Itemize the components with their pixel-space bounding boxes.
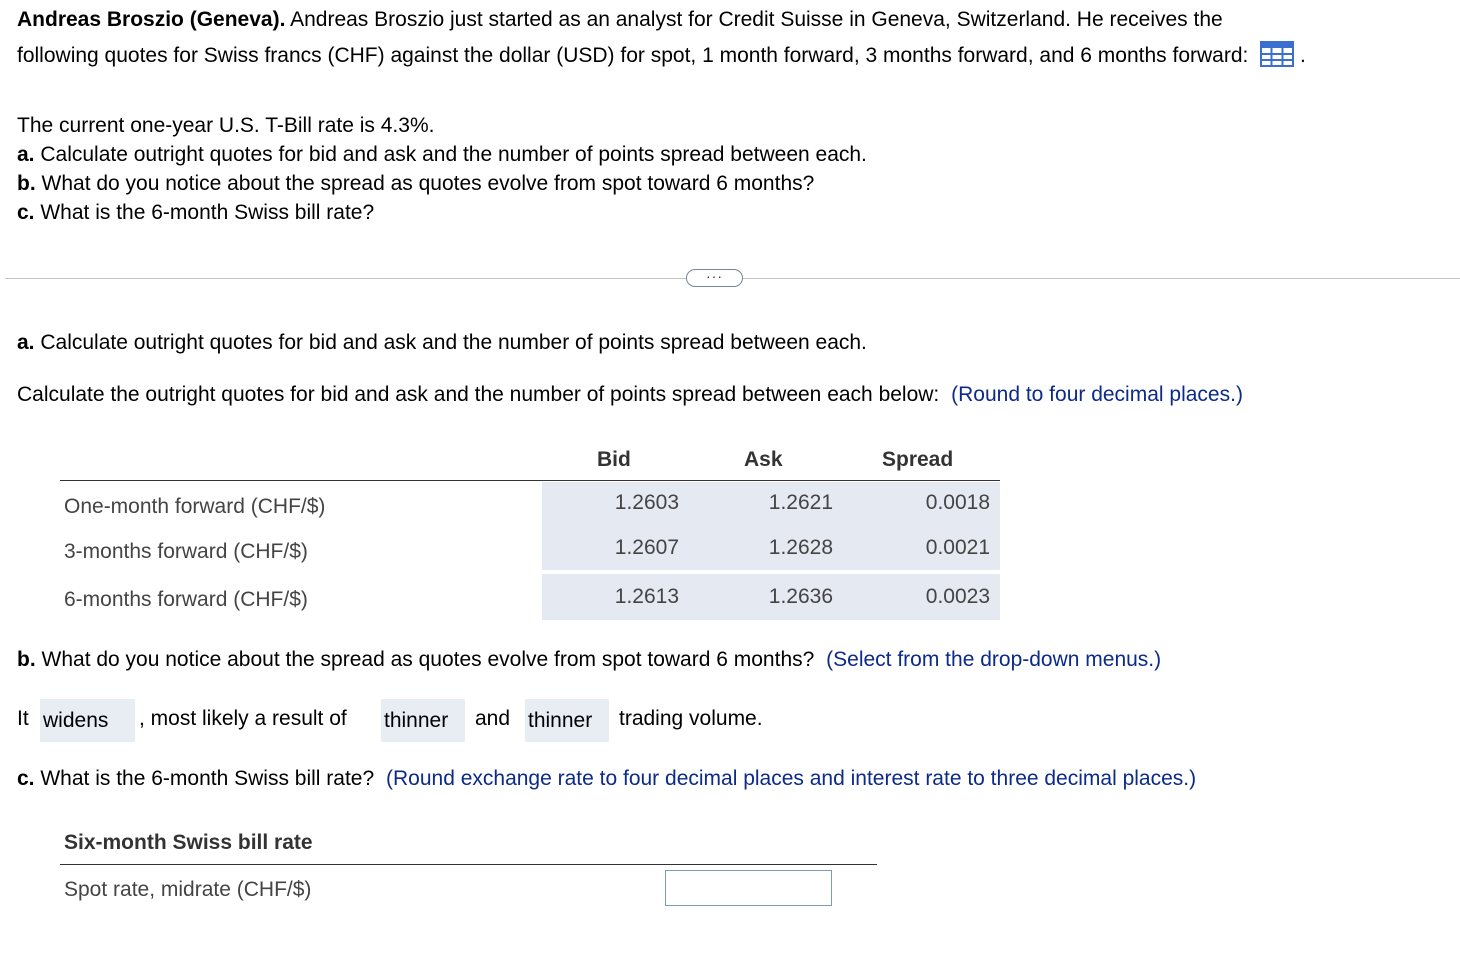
data-table-icon[interactable] <box>1260 41 1294 67</box>
spread-trend-dropdown[interactable]: widens <box>40 699 135 742</box>
part-c-table-rule <box>60 864 877 865</box>
spread-six-months[interactable]: 0.0023 <box>925 585 990 608</box>
part-c-heading-text: What is the 6-month Swiss bill rate? <box>40 767 375 790</box>
period: . <box>1300 44 1306 67</box>
question-a-text: Calculate outright quotes for bid and ask and the number of points spread between each. <box>40 143 867 166</box>
row-label-three-months: 3-months forward (CHF/$) <box>64 540 308 563</box>
part-b-heading-text: What do you notice about the spread as quotes evolve from spot toward 6 months? <box>41 648 815 671</box>
part-c-heading <box>17 767 1196 791</box>
part-a-prefix: a. <box>17 331 35 354</box>
spread-one-month[interactable]: 0.0018 <box>925 491 990 514</box>
part-b-hint: (Select from the drop-down menus.) <box>826 648 1162 671</box>
part-a-heading <box>17 331 867 355</box>
bid-six-months[interactable]: 1.2613 <box>614 585 679 608</box>
question-a <box>17 140 867 169</box>
ask-six-months[interactable]: 1.2636 <box>768 585 833 608</box>
expand-more-button[interactable]: ··· <box>686 269 743 287</box>
problem-line-2 <box>17 38 1306 74</box>
column-header-spread: Spread <box>882 448 954 471</box>
ask-three-months[interactable]: 1.2628 <box>768 536 833 559</box>
part-a-hint: (Round to four decimal places.) <box>951 383 1243 406</box>
problem-intro-text-2: following quotes for Swiss francs (CHF) against the dollar (USD) for spot, 1 month forward, 3 months forward, and 6 months forward: <box>17 44 1249 67</box>
sentence-mid: , most likely a result of <box>139 707 347 730</box>
problem-line-1 <box>17 2 1223 38</box>
spot-rate-label: Spot rate, midrate (CHF/$) <box>64 878 312 901</box>
question-a-prefix: a. <box>17 143 35 166</box>
sentence-end: trading volume. <box>619 707 763 730</box>
tbill-text: The current one-year U.S. T-Bill rate is 4.3%. <box>17 114 435 137</box>
sentence-it: It <box>17 707 29 730</box>
question-c-prefix: c. <box>17 201 35 224</box>
problem-title: Andreas Broszio (Geneva). <box>17 8 286 31</box>
part-b-heading <box>17 648 1161 672</box>
part-b-prefix: b. <box>17 648 36 671</box>
part-c-prefix: c. <box>17 767 35 790</box>
column-header-bid: Bid <box>597 448 631 471</box>
bid-one-month[interactable]: 1.2603 <box>614 491 679 514</box>
column-header-ask: Ask <box>744 448 783 471</box>
row-label-one-month: One-month forward (CHF/$) <box>64 495 326 518</box>
part-c-hint: (Round exchange rate to four decimal places and interest rate to three decimal places.) <box>386 767 1197 790</box>
question-b-prefix: b. <box>17 172 36 195</box>
question-c <box>17 198 374 227</box>
reason-dropdown-2[interactable]: thinner <box>525 699 609 742</box>
sentence-and: and <box>475 707 511 730</box>
question-c-text: What is the 6-month Swiss bill rate? <box>40 201 375 224</box>
bid-three-months[interactable]: 1.2607 <box>614 536 679 559</box>
table-header-rule <box>60 480 1000 481</box>
reason-dropdown-1[interactable]: thinner <box>381 699 465 742</box>
part-a-heading-text: Calculate outright quotes for bid and ask and the number of points spread between each. <box>40 331 867 354</box>
problem-intro-text: Andreas Broszio just started as an analyst for Credit Suisse in Geneva, Switzerland. He receives the <box>290 8 1223 31</box>
part-a-instruction <box>17 383 1243 407</box>
question-b-text: What do you notice about the spread as quotes evolve from spot toward 6 months? <box>41 172 815 195</box>
row-label-six-months: 6-months forward (CHF/$) <box>64 588 308 611</box>
spot-rate-input[interactable] <box>665 870 832 906</box>
ask-one-month[interactable]: 1.2621 <box>768 491 833 514</box>
question-b <box>17 169 814 198</box>
spread-three-months[interactable]: 0.0021 <box>925 536 990 559</box>
part-c-table-title: Six-month Swiss bill rate <box>64 831 313 854</box>
part-a-instruction-text: Calculate the outright quotes for bid and ask and the number of points spread between each below: <box>17 383 940 406</box>
